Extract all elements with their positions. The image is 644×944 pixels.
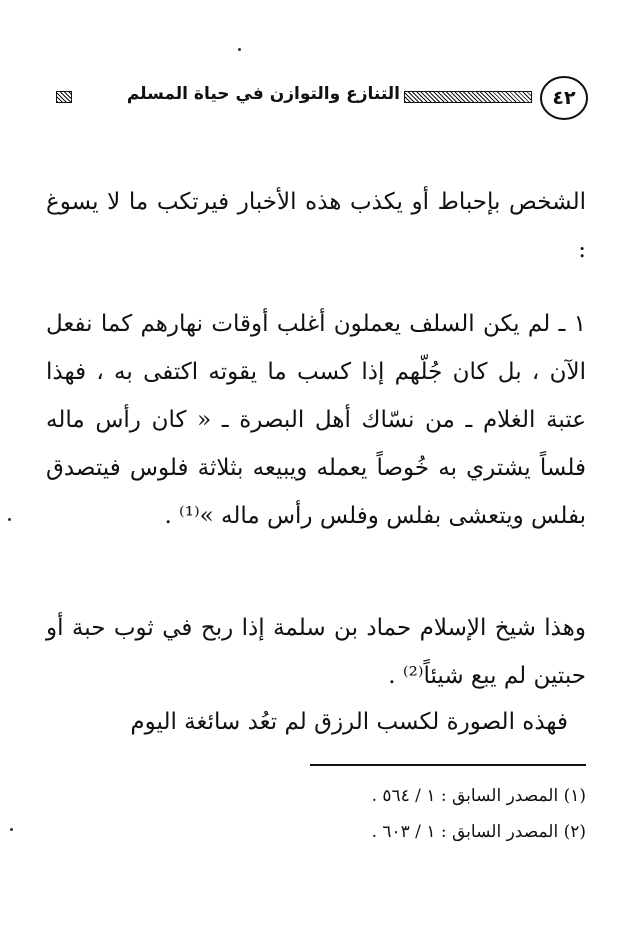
running-title: التنازع والتوازن في حياة المسلم	[126, 84, 400, 104]
footnotes	[46, 778, 586, 850]
footnote-1: (١) المصدر السابق : ١ / ٥٦٤ .	[371, 786, 586, 806]
paragraph-2: ١ ـ لم يكن السلف يعملون أغلب أوقات نهارهم كما نفعل الآن ، بل كان جُلّهم إذا كسب ما يقوته اكتفى به ، فهذا عتبة الغلام ـ من نسّاك أهل البصرة ـ « كان رأس ماله فلساً يشتري به خُوصاً يعمله ويبيعه بثلاثة فلوس فيتصدق بفلس ويتعشى بفلس وفلس رأس ماله »⁽¹⁾ .	[46, 311, 586, 529]
paragraph-1: الشخص بإحباط أو يكذب هذه الأخبار فيرتكب ما لا يسوغ :	[46, 189, 586, 263]
scan-speck	[238, 48, 241, 51]
footnote-2: (٢) المصدر السابق : ١ / ٦٠٣ .	[371, 822, 586, 842]
scan-speck	[10, 828, 13, 831]
header-ornament-square	[56, 91, 72, 103]
footnote-divider	[310, 764, 586, 766]
page-header	[48, 76, 588, 120]
paragraph-3: وهذا شيخ الإسلام حماد بن سلمة إذا ربح في ثوب حبة أو حبتين لم يبع شيئاً⁽²⁾ .	[46, 615, 586, 689]
scan-speck	[8, 518, 11, 521]
header-ornament-bar	[404, 91, 532, 103]
paragraph-4: فهذه الصورة لكسب الرزق لم تعُد سائغة اليوم	[130, 709, 568, 735]
page-number: ٤٢	[540, 76, 588, 120]
